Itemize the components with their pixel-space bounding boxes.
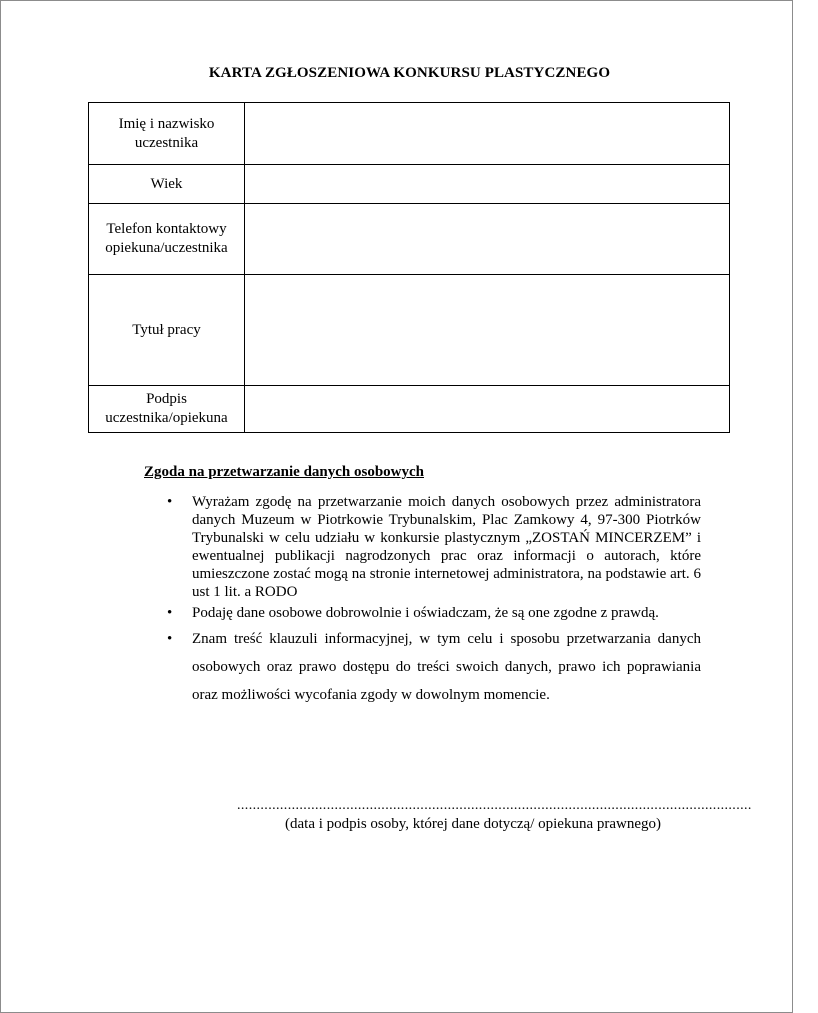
form-row-signature — [89, 386, 730, 433]
form-label-phone: Telefon kontaktowy opiekuna/uczestnika — [89, 204, 245, 275]
form-field-age[interactable] — [245, 165, 730, 204]
form-field-phone[interactable] — [245, 204, 730, 275]
consent-heading: Zgoda na przetwarzanie danych osobowych — [144, 464, 425, 480]
form-label-name: Imię i nazwisko uczestnika — [89, 103, 245, 165]
bullet-icon: • — [167, 605, 173, 621]
form-row-name — [89, 103, 730, 165]
bullet-icon: • — [167, 494, 173, 510]
form-field-name[interactable] — [245, 103, 730, 165]
consent-item-text: Podaję dane osobowe dobrowolnie i oświadczam, że są one zgodne z prawdą. — [192, 605, 659, 621]
consent-item-text: Znam treść klauzuli informacyjnej, w tym celu i sposobu przetwarzania danych osobowych oraz prawo dostępu do treści swoich danych, prawo ich poprawiania oraz możliwości wycofania zgody w dowolnym momencie. — [192, 631, 701, 703]
consent-list — [167, 493, 701, 709]
form-row-age — [89, 165, 730, 204]
application-form-table — [88, 102, 730, 433]
form-field-artwork-title[interactable] — [245, 275, 730, 386]
signature-caption: (data i podpis osoby, której dane dotyczą/ opiekuna prawnego) — [285, 816, 661, 832]
signature-line: .................................................................................................................................... — [237, 798, 752, 813]
form-label-age: Wiek — [89, 165, 245, 204]
bullet-icon: • — [167, 631, 173, 647]
consent-item — [167, 493, 701, 601]
form-field-signature[interactable] — [245, 386, 730, 433]
consent-item — [167, 604, 701, 622]
form-row-phone — [89, 204, 730, 275]
form-row-title — [89, 275, 730, 386]
consent-item — [167, 625, 701, 709]
form-label-signature: Podpis uczestnika/opiekuna — [89, 386, 245, 433]
form-label-artwork-title: Tytuł pracy — [89, 275, 245, 386]
consent-item-text: Wyrażam zgodę na przetwarzanie moich danych osobowych przez administratora danych Muzeum w Piotrkowie Trybunalskim, Plac Zamkowy 4, 97-300 Piotrków Trybunalski w celu udziału w konkursie plastycznym „ZOSTAŃ MINCERZEM” i ewentualnej publikacji nagrodzonych prac oraz informacji o autorach, które umieszczone zostać mogą na stronie internetowej administratora, na podstawie art. 6 ust 1 lit. a RODO — [192, 494, 701, 600]
document-title: KARTA ZGŁOSZENIOWA KONKURSU PLASTYCZNEGO — [208, 65, 611, 81]
